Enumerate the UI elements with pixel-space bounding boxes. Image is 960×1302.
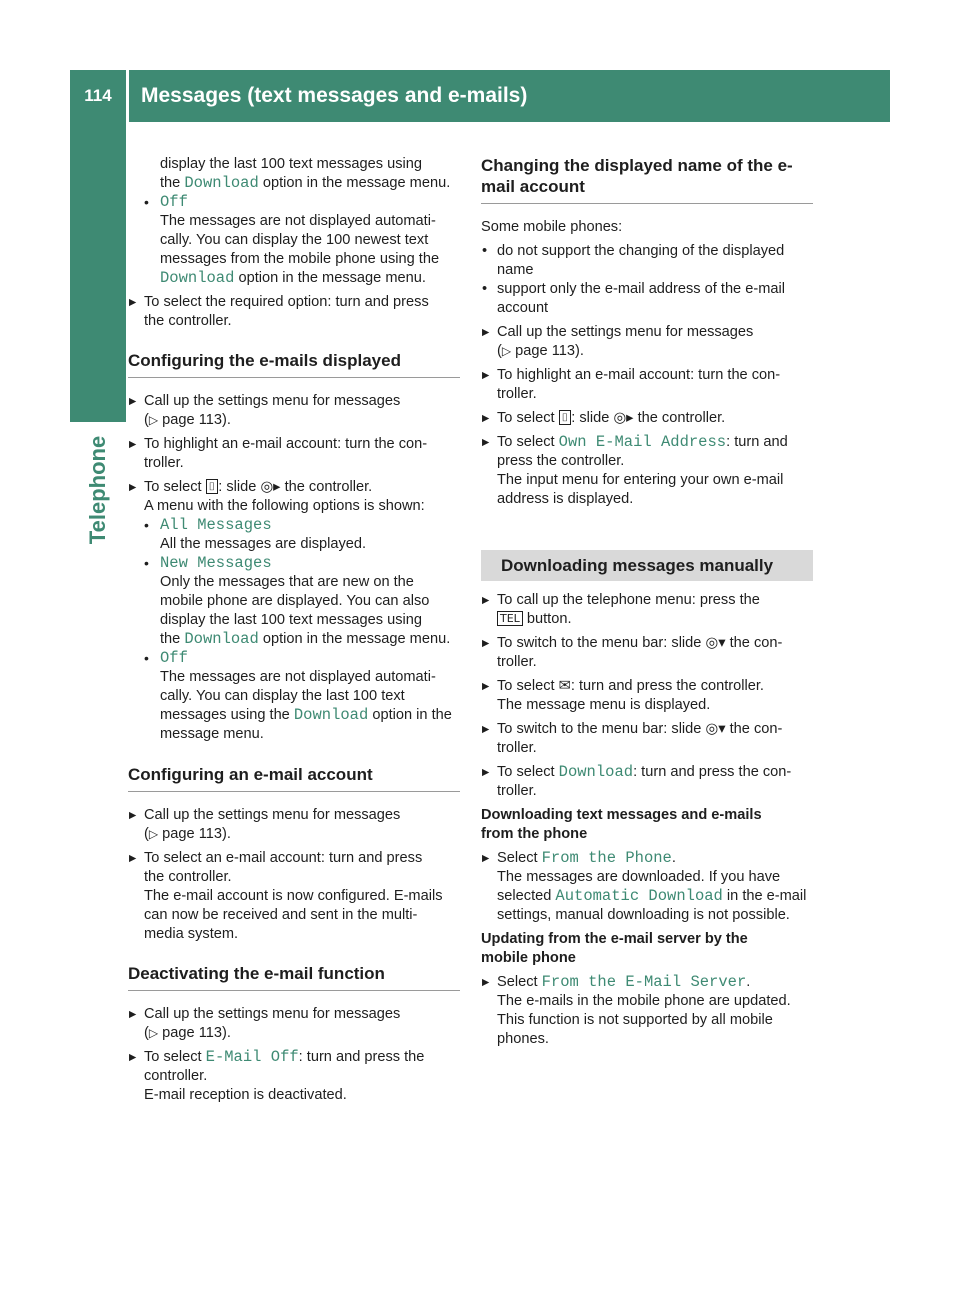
text: Call up the settings menu for messages bbox=[144, 393, 401, 409]
step bbox=[128, 849, 460, 944]
text: phones. bbox=[497, 1031, 549, 1047]
text: Some mobile phones: bbox=[481, 219, 623, 235]
text: address is displayed. bbox=[497, 491, 634, 507]
text: troller. bbox=[497, 740, 537, 756]
text: To select bbox=[144, 479, 202, 495]
text: To select the required option: turn and press bbox=[144, 294, 429, 310]
subheading bbox=[481, 930, 813, 968]
page-ref-link[interactable]: page 113). bbox=[515, 343, 584, 359]
automatic-download-option: Automatic Download bbox=[555, 887, 723, 905]
from-the-email-server-option: From the E-Mail Server bbox=[541, 973, 747, 991]
step bbox=[128, 293, 460, 331]
section-heading: Deactivating the e-mail function bbox=[128, 963, 460, 991]
menu-icon: ⌷ bbox=[559, 410, 572, 425]
text: message menu. bbox=[160, 726, 264, 742]
slide-down-icon: ◎▾ bbox=[705, 721, 726, 737]
text: Updating from the e-mail server by the bbox=[481, 931, 748, 947]
download-option: Download bbox=[293, 706, 369, 724]
text: To call up the telephone menu: press the bbox=[497, 592, 760, 608]
text: The e-mail account is now configured. E-mails bbox=[144, 888, 443, 904]
text: can now be received and sent in the multi- bbox=[144, 907, 418, 923]
text: Call up the settings menu for messages bbox=[144, 807, 401, 823]
page-header bbox=[70, 70, 890, 122]
page-ref-link[interactable]: page 113). bbox=[162, 1025, 231, 1041]
step bbox=[128, 1048, 460, 1105]
text: To select bbox=[497, 678, 555, 694]
own-email-address-option: Own E-Mail Address bbox=[558, 433, 727, 451]
text: cally. You can display the last 100 text bbox=[160, 688, 405, 704]
text: To highlight an e-mail account: turn the con- bbox=[497, 367, 781, 383]
text: All the messages are displayed. bbox=[160, 536, 367, 552]
text: troller. bbox=[497, 654, 537, 670]
text: The e-mails in the mobile phone are updated. bbox=[497, 993, 791, 1009]
text: display the last 100 text messages using bbox=[160, 156, 423, 172]
text: controller. bbox=[144, 1068, 208, 1084]
text: . bbox=[671, 850, 676, 866]
download-option: Download bbox=[184, 174, 259, 192]
ref-arrow-icon: ▷ bbox=[501, 344, 512, 358]
text: selected bbox=[497, 888, 552, 904]
slide-right-icon: ◎▸ bbox=[613, 410, 634, 426]
step bbox=[481, 720, 813, 758]
slide-down-icon: ◎▾ bbox=[705, 635, 726, 651]
text: option in the message menu. bbox=[238, 270, 426, 286]
new-messages-option: New Messages bbox=[160, 554, 272, 572]
email-off-option: E-Mail Off bbox=[205, 1048, 299, 1066]
ref-arrow-icon: ▷ bbox=[148, 827, 159, 841]
left-column bbox=[128, 155, 460, 1110]
text: mail account bbox=[481, 177, 585, 196]
step: ▶ Call up the settings menu for messages (▷ page 113). bbox=[481, 323, 813, 361]
from-the-phone-option: From the Phone bbox=[541, 849, 672, 867]
step: ▶ Call up the settings menu for messages (▷ page 113). bbox=[128, 1005, 460, 1043]
text: from the phone bbox=[481, 826, 588, 842]
text: settings, manual downloading is not possible. bbox=[497, 907, 790, 923]
step bbox=[128, 435, 460, 473]
text: the controller. bbox=[637, 410, 726, 426]
text: support only the e-mail address of the e-mail bbox=[497, 281, 785, 297]
text: E-mail reception is deactivated. bbox=[144, 1087, 347, 1103]
text: The input menu for entering your own e-mail bbox=[497, 472, 784, 488]
page-number: 114 bbox=[70, 70, 126, 122]
text: Call up the settings menu for messages bbox=[144, 1006, 401, 1022]
download-option: Download bbox=[184, 630, 259, 648]
envelope-icon: ✉ bbox=[558, 678, 571, 694]
download-option: Download bbox=[160, 269, 235, 287]
text: press the controller. bbox=[497, 453, 625, 469]
off-option: Off bbox=[160, 649, 188, 667]
all-messages-option: All Messages bbox=[160, 516, 272, 534]
section-heading-box: Downloading messages manually bbox=[481, 550, 813, 581]
section-heading: Configuring an e-mail account bbox=[128, 764, 460, 792]
text: option in the message menu. bbox=[262, 175, 451, 191]
text: : slide bbox=[571, 410, 610, 426]
text: The messages are not displayed automati- bbox=[160, 213, 436, 229]
text: messages using the bbox=[160, 707, 290, 723]
text: To select bbox=[497, 434, 555, 450]
text: cally. You can display the 100 newest text bbox=[160, 232, 429, 248]
text: media system. bbox=[144, 926, 239, 942]
list-item bbox=[481, 242, 813, 280]
text: option in the bbox=[372, 707, 452, 723]
section-heading: Configuring the e-mails displayed bbox=[128, 350, 460, 378]
off-option: Off bbox=[160, 193, 188, 211]
text: mobile phone bbox=[481, 950, 576, 966]
text: To select bbox=[144, 1049, 202, 1065]
text: do not support the changing of the displayed bbox=[497, 243, 785, 259]
text: The messages are downloaded. If you have bbox=[497, 869, 781, 885]
step bbox=[481, 677, 813, 715]
step bbox=[481, 763, 813, 801]
text: troller. bbox=[497, 386, 537, 402]
step bbox=[481, 634, 813, 672]
text: : turn and press the bbox=[298, 1049, 425, 1065]
text: The messages are not displayed automati- bbox=[160, 669, 436, 685]
step bbox=[481, 366, 813, 404]
step: ▶ Call up the settings menu for messages (▷ page 113). bbox=[128, 806, 460, 844]
download-option: Download bbox=[558, 763, 634, 781]
text: the bbox=[160, 175, 181, 191]
section-heading bbox=[481, 155, 813, 204]
text: : slide bbox=[218, 479, 257, 495]
text: the controller. bbox=[284, 479, 373, 495]
text: This function is not supported by all mobile bbox=[497, 1012, 773, 1028]
text: name bbox=[497, 262, 534, 278]
text: the bbox=[160, 631, 181, 647]
ref-arrow-icon: ▷ bbox=[148, 413, 159, 427]
tel-button-icon: TEL bbox=[497, 611, 523, 626]
text: To select bbox=[497, 410, 555, 426]
text: Select bbox=[497, 974, 538, 990]
step bbox=[481, 433, 813, 509]
text: : turn and press the controller. bbox=[570, 678, 764, 694]
text: Downloading text messages and e-mails bbox=[481, 807, 762, 823]
step: ▶ Call up the settings menu for messages (▷ page 113). bbox=[128, 392, 460, 430]
text: the controller. bbox=[144, 313, 232, 329]
step bbox=[128, 478, 460, 516]
text: troller. bbox=[144, 455, 184, 471]
text: button. bbox=[526, 611, 572, 627]
text: Call up the settings menu for messages bbox=[497, 324, 754, 340]
text: To select an e-mail account: turn and press bbox=[144, 850, 423, 866]
text: mobile phone are displayed. You can also bbox=[160, 593, 430, 609]
text: display the last 100 text messages using bbox=[160, 612, 423, 628]
step bbox=[481, 409, 813, 428]
text: account bbox=[497, 300, 549, 316]
text: To switch to the menu bar: slide bbox=[497, 635, 702, 651]
page-ref-link[interactable]: page 113). bbox=[162, 412, 231, 428]
text: To switch to the menu bar: slide bbox=[497, 721, 702, 737]
text: Select bbox=[497, 850, 538, 866]
list-item bbox=[481, 280, 813, 318]
page-title: Messages (text messages and e-mails) bbox=[129, 70, 890, 122]
sidebar-tab bbox=[70, 122, 126, 422]
page-ref-link[interactable]: page 113). bbox=[162, 826, 231, 842]
ref-arrow-icon: ▷ bbox=[148, 1026, 159, 1040]
subheading bbox=[481, 806, 813, 844]
step bbox=[481, 973, 813, 1049]
text: . bbox=[746, 974, 751, 990]
sidebar-label: Telephone bbox=[85, 435, 110, 545]
text: : turn and press the con- bbox=[633, 764, 792, 780]
text: : turn and bbox=[726, 434, 788, 450]
text: troller. bbox=[497, 783, 537, 799]
text: To highlight an e-mail account: turn the con- bbox=[144, 436, 428, 452]
step bbox=[481, 849, 813, 925]
text: A menu with the following options is shown: bbox=[144, 498, 425, 514]
text: messages from the mobile phone using the bbox=[160, 251, 440, 267]
slide-right-icon: ◎▸ bbox=[260, 479, 281, 495]
step bbox=[481, 591, 813, 629]
menu-icon: ⌷ bbox=[206, 479, 219, 494]
text: Changing the displayed name of the e- bbox=[481, 156, 793, 175]
text: the con- bbox=[729, 721, 783, 737]
text: To select bbox=[497, 764, 555, 780]
text: The message menu is displayed. bbox=[497, 697, 711, 713]
text: option in the message menu. bbox=[262, 631, 451, 647]
text: the con- bbox=[729, 635, 783, 651]
text: in the e-mail bbox=[726, 888, 807, 904]
text: the controller. bbox=[144, 869, 232, 885]
right-column bbox=[481, 155, 813, 1054]
text: Only the messages that are new on the bbox=[160, 574, 414, 590]
